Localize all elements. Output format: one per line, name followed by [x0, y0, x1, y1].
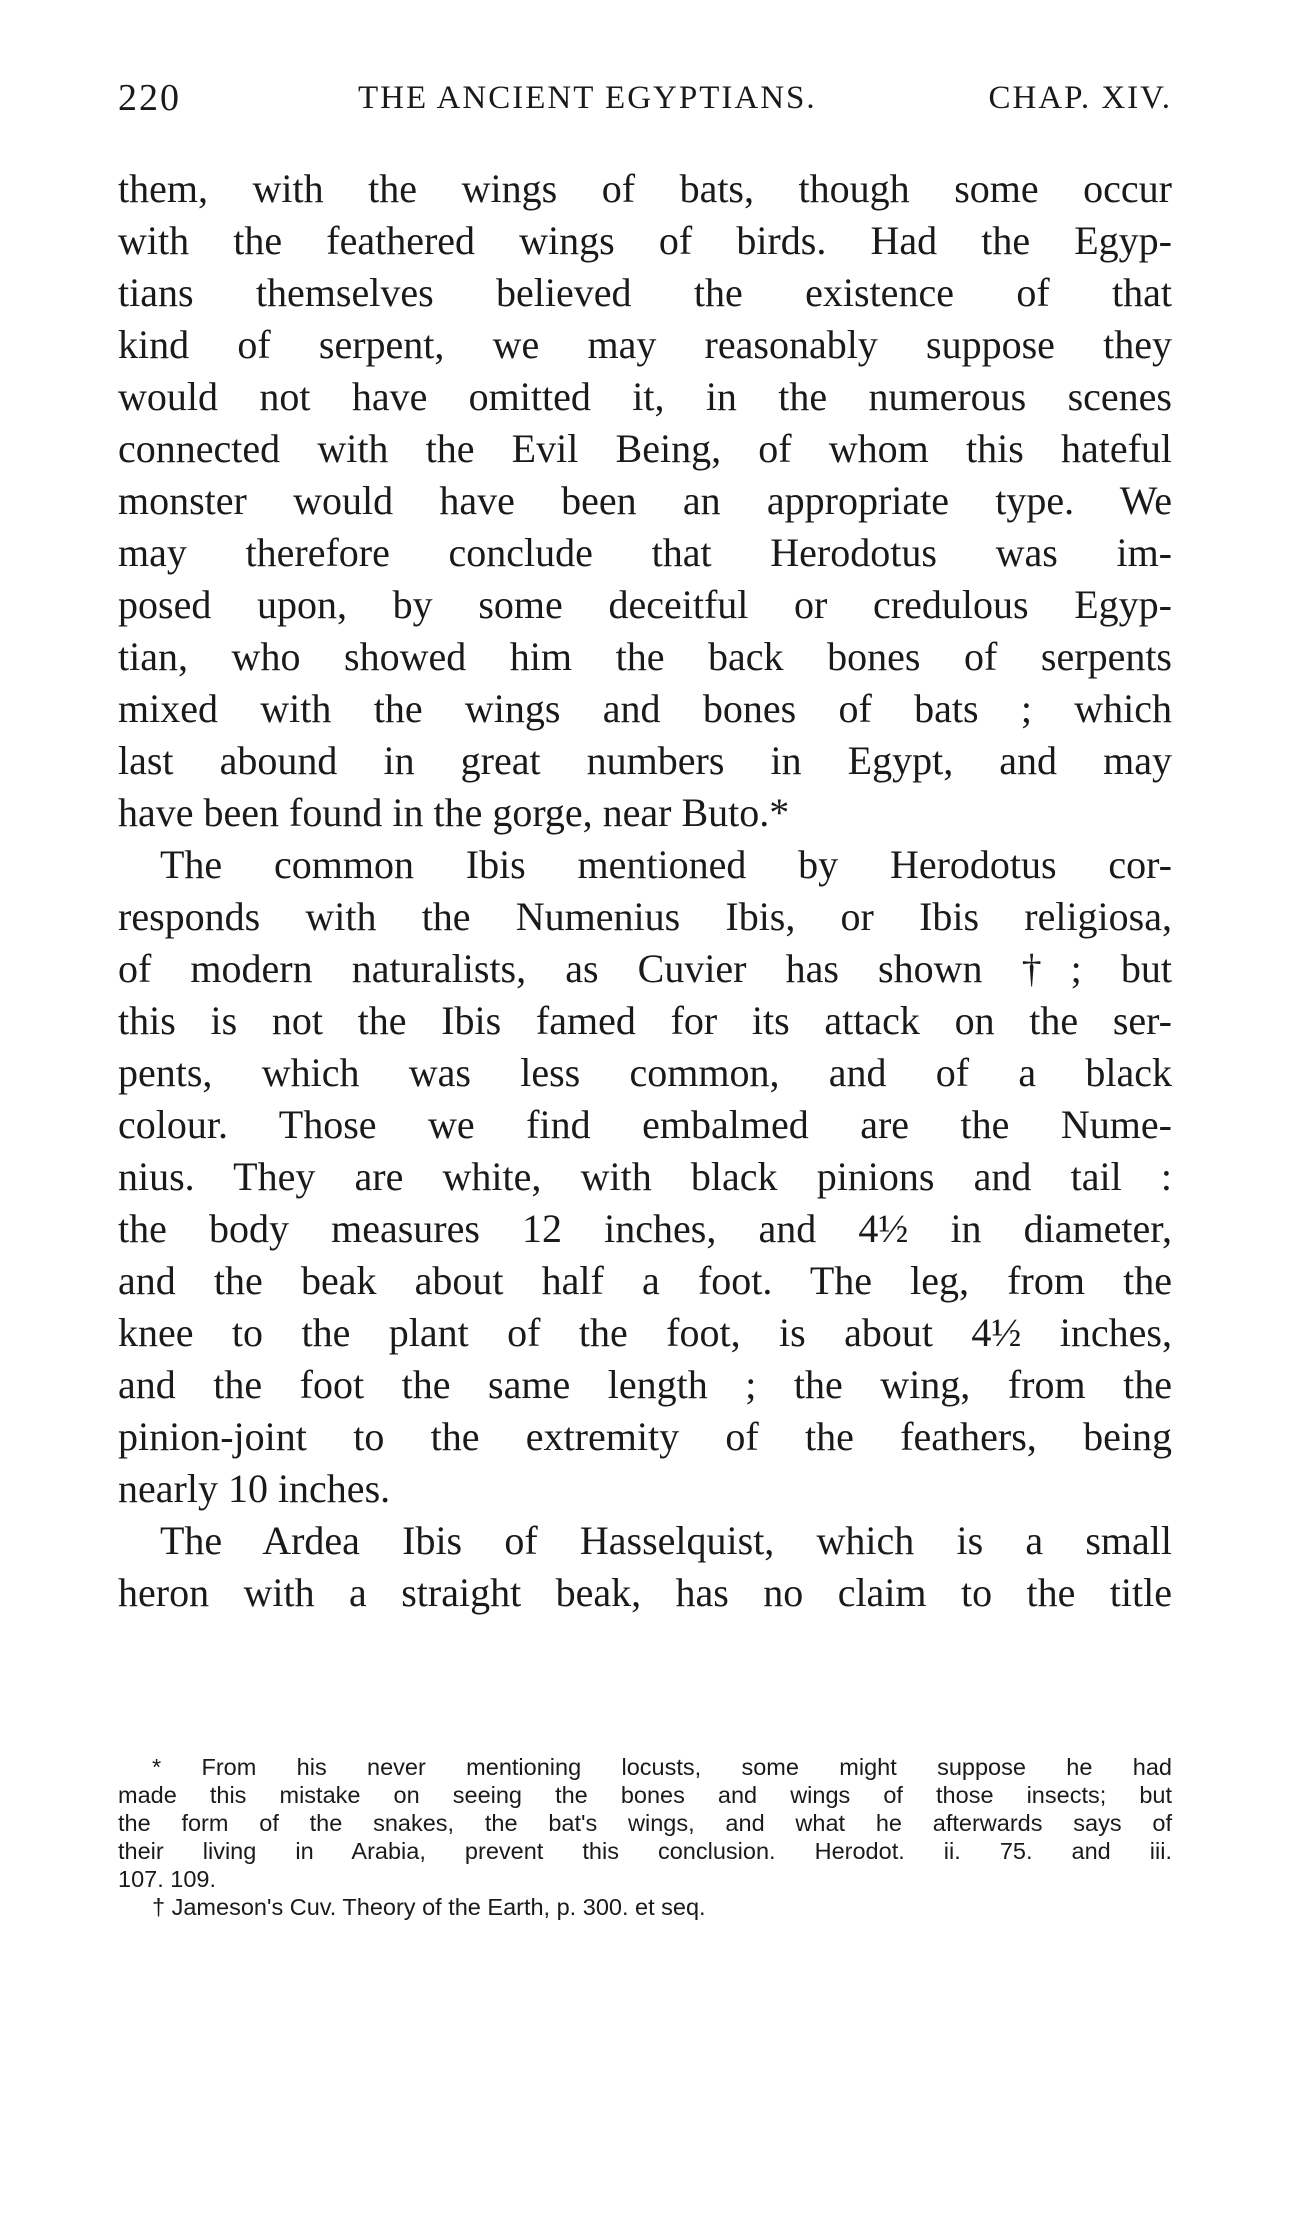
body-line: and the beak about half a foot. The leg, from the: [118, 1258, 1172, 1303]
footnote-line: * From his never mentioning locusts, some might suppose he had: [152, 1754, 1172, 1780]
body-line: this is not the Ibis famed for its attack on the ser-: [118, 998, 1172, 1043]
body-line: colour. Those we find embalmed are the Nume-: [118, 1102, 1172, 1147]
body-line: The common Ibis mentioned by Herodotus cor-: [160, 842, 1172, 887]
body-line: them, with the wings of bats, though some occur: [118, 166, 1172, 211]
chapter-label: CHAP. XIV.: [988, 80, 1172, 116]
body-line: kind of serpent, we may reasonably suppose they: [118, 322, 1172, 367]
running-title: THE ANCIENT EGYPTIANS.: [358, 80, 817, 116]
body-line: nearly 10 inches.: [118, 1466, 391, 1511]
body-line: pents, which was less common, and of a black: [118, 1050, 1172, 1095]
body-line: The Ardea Ibis of Hasselquist, which is a small: [160, 1518, 1172, 1563]
body-line: would not have omitted it, in the numerous scenes: [118, 374, 1172, 419]
body-text: [118, 163, 1172, 1619]
footnotes: [118, 1753, 1172, 1921]
footnote-line: the form of the snakes, the bat's wings, and what he afterwards says of: [118, 1810, 1172, 1836]
body-line: nius. They are white, with black pinions and tail :: [118, 1154, 1172, 1199]
body-line: monster would have been an appropriate type. We: [118, 478, 1172, 523]
body-line: responds with the Numenius Ibis, or Ibis religiosa,: [118, 894, 1172, 939]
body-line: and the foot the same length ; the wing, from the: [118, 1362, 1172, 1407]
body-line: tians themselves believed the existence of that: [118, 270, 1172, 315]
body-line: heron with a straight beak, has no claim to the title: [118, 1570, 1172, 1615]
body-line: mixed with the wings and bones of bats ; which: [118, 686, 1172, 731]
footnote-line: their living in Arabia, prevent this conclusion. Herodot. ii. 75. and iii.: [118, 1838, 1172, 1864]
body-line: posed upon, by some deceitful or credulous Egyp-: [118, 582, 1172, 627]
body-line: knee to the plant of the foot, is about 4½ inches,: [118, 1310, 1172, 1355]
body-line: last abound in great numbers in Egypt, and may: [118, 738, 1172, 783]
footnote-line: 107. 109.: [118, 1866, 217, 1892]
footnote-line: † Jameson's Cuv. Theory of the Earth, p. 300. et seq.: [152, 1894, 706, 1920]
body-line: have been found in the gorge, near Buto.*: [118, 790, 790, 835]
body-line: may therefore conclude that Herodotus was im-: [118, 530, 1172, 575]
body-line: the body measures 12 inches, and 4½ in diameter,: [118, 1206, 1172, 1251]
footnote-line: made this mistake on seeing the bones and wings of those insects; but: [118, 1782, 1172, 1808]
body-line: pinion-joint to the extremity of the feathers, being: [118, 1414, 1172, 1459]
body-line: of modern naturalists, as Cuvier has shown †; but: [118, 946, 1172, 991]
body-line: connected with the Evil Being, of whom this hateful: [118, 426, 1172, 471]
body-line: tian, who showed him the back bones of serpents: [118, 634, 1172, 679]
running-head: [118, 76, 1172, 120]
body-line: with the feathered wings of birds. Had the Egyp-: [118, 218, 1172, 263]
page-number: 220: [118, 77, 181, 119]
